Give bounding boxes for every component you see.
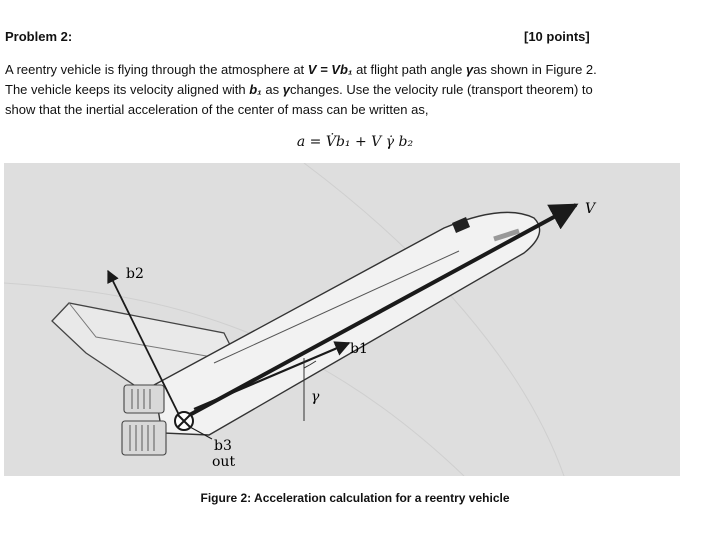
text-segment: A reentry vehicle is flying through the atmosphere at bbox=[5, 62, 308, 77]
label-b1: b1 bbox=[350, 341, 368, 357]
gamma-symbol: γ bbox=[282, 82, 290, 97]
text-segment: as bbox=[261, 82, 283, 97]
label-b3: b3 bbox=[214, 438, 232, 454]
points-label: [10 points] bbox=[524, 29, 590, 44]
gamma-symbol: γ bbox=[465, 62, 474, 77]
acceleration-equation: a = V̇b₁ + V γ̇ b₂ bbox=[296, 134, 414, 150]
problem-text-line-1 bbox=[5, 60, 705, 80]
problem-text-line-3: show that the inertial acceleration of the center of mass can be written as, bbox=[5, 102, 429, 117]
figure-caption: Figure 2: Acceleration calculation for a reentry vehicle bbox=[200, 491, 510, 505]
label-out: out bbox=[212, 454, 236, 470]
label-b2: b2 bbox=[126, 266, 144, 282]
text-segment: The vehicle keeps its velocity aligned with bbox=[5, 82, 250, 97]
velocity-vector bbox=[184, 205, 576, 418]
problem-title: Problem 2: bbox=[5, 29, 73, 44]
text-segment: as shown in Figure 2. bbox=[473, 62, 597, 77]
text-segment: at flight path angle bbox=[352, 62, 466, 77]
figure-drawing bbox=[4, 163, 680, 476]
velocity-expression: V = Vb₁ bbox=[307, 62, 353, 77]
label-v: V bbox=[585, 201, 596, 217]
reentry-vehicle-figure bbox=[4, 163, 680, 476]
problem-text-line-2 bbox=[5, 80, 705, 100]
label-gamma: γ bbox=[311, 389, 320, 405]
text-segment: changes. Use the velocity rule (transport theorem) to bbox=[289, 82, 593, 97]
b1-symbol: b₁ bbox=[249, 82, 262, 97]
